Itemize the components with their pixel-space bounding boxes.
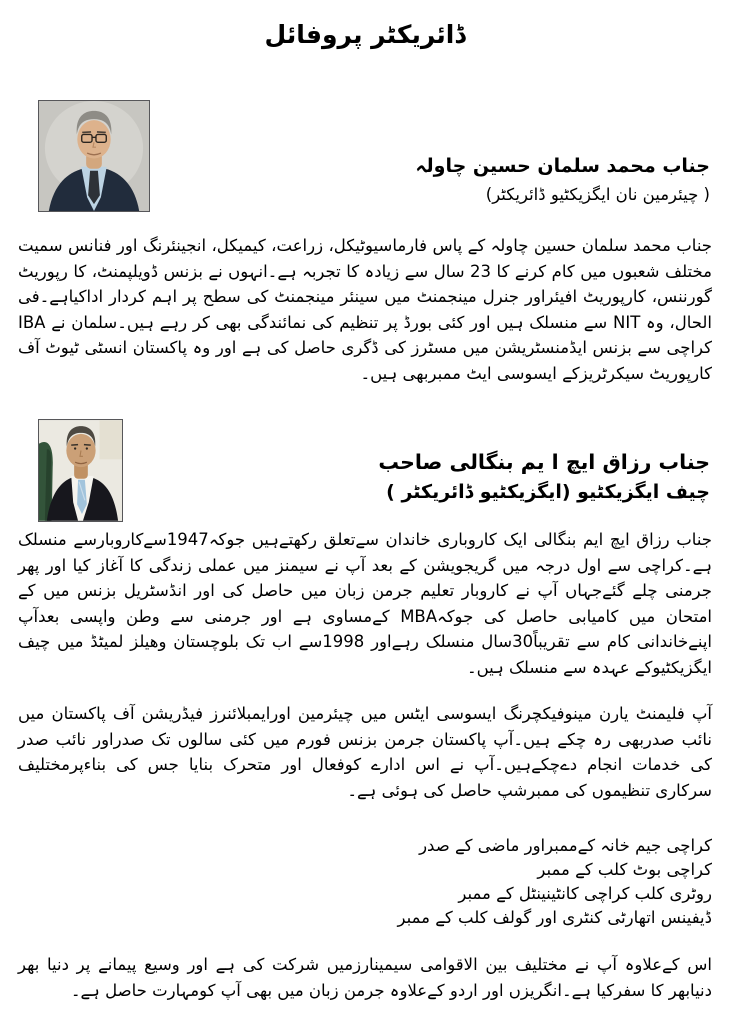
- profile-2-paragraph-1: جناب رزاق ایچ ایم بنگالی ایک کاروباری خاندان سےتعلق رکھتےہیں جوکہ1947سےکاروبارسے منسلک ہے۔کراچی سے اول درجہ میں گریجویشن کے بعد آپ نے سیمنز میں عملی زندگی کا آغاز کیا اور پھر جرمنی چلے گئےجہاں آپ نے کاروبار تعلیم جرمن زبان میں حاصل کی اور انڈسٹریل بزنس میں کے امتحان میں کامیابی حاصل کی جوکہMBA کےمساوی ہے اور جرمنی سے وطن واپسی بعدآپ اپنےخاندانی کام سے تقریباً30سال منسلک رہےاور 1998سے اب تک بلوچستان وھیلز لمیٹڈ میں چیف ایگزیکٹیوکے عہدہ سے منسلک ہیں۔: [18, 530, 713, 677]
- portrait-illustration-1: [39, 101, 149, 211]
- page-title: ڈائریکٹر پروفائل: [264, 20, 466, 49]
- profile-2-paragraph-2: آپ فلیمنٹ یارن مینوفیکچرنگ ایسوسی ایٹس میں چیئرمین اورایمبلائنرز فیڈریشن آف پاکستان میں نائب صدربھی رہ چکے ہیں۔آپ پاکستان جرمن بزنس فورم میں کئی سالوں تک صدراور نائب صدر کی خدمات انجام دےچکےہیں۔آپ نے اس ادارے کوفعال اور متحرک بنایا جس کی بناءپرمختلیف سرکاری تنظیموں کی ممبرشپ حاصل کی ہوئی ہے۔: [18, 704, 712, 800]
- director-name-1: جناب محمد سلمان حسین چاولہ: [415, 155, 710, 177]
- director-photo-razzak-bengali: [38, 419, 123, 522]
- membership-item: روٹری کلب کراچی کانٹینینٹل کے ممبر: [458, 884, 712, 903]
- director-role-2: چیف ایگزیکٹیو (ایگزیکٹیو ڈائریکٹر ): [386, 481, 710, 503]
- portrait-illustration-2: [39, 420, 122, 521]
- membership-item: کراچی بوٹ کلب کے ممبر: [537, 860, 712, 879]
- membership-item: ڈیفینس اتھارٹی کنٹری اور گولف کلب کے ممبر: [397, 908, 712, 927]
- director-role-1: ( چیئرمین نان ایگزیکٹیو ڈائریکٹر): [485, 185, 710, 204]
- director-photo-salman-chawala: [38, 100, 150, 212]
- membership-item: کراچی جیم خانہ کےممبراور ماضی کے صدر: [419, 836, 712, 855]
- director-name-2: جناب رزاق ایچ ا یم بنگالی صاحب: [378, 450, 710, 474]
- profile-2-closing-paragraph: اس کےعلاوہ آپ نے مختلیف بین الاقوامی سیمینارزمیں شرکت کی ہے اور وسیع پیمانے پر دنیا بھر دنیابھر کا سفرکیا ہے۔انگریزں اور اردو کےعلاوہ جرمن زبان میں بھی آپ کومہارت حاصل ہے۔: [18, 955, 712, 1000]
- director-name-block-1: [415, 151, 710, 209]
- director-name-block-2: [378, 447, 710, 507]
- profile-1-paragraph: جناب محمد سلمان حسین چاولہ کے پاس فارماسیوٹیکل، زراعت، کیمیکل، انجینئرنگ اور فنانس سمیت مختلف شعبوں میں کام کرنے کا 23 سال سے زیادہ کا تجربہ ہے۔انہوں نے بزنس ڈویلپمنٹ، کا رپوریٹ گورننس، کارپوریٹ افیئراور جنرل مینجمنٹ میں سینئر مینجمنٹ کی سطح پر اہم کردار اداکیاہے۔فی الحال، وہ NIT سے منسلک ہیں اور کئی بورڈ پر تنظیم کی نمائندگی بھی کر رہے ہیں۔سلمان نے IBA کراچی سے بزنس ایڈمنسٹریشن میں مسٹرز کی ڈگری حاصل کی ہے اور وہ پاکستان انسٹی ٹیوٹ آف کارپوریٹ سیکرٹریزکے ایسوسی ایٹ ممبربھی ہیں۔: [18, 236, 712, 383]
- membership-list: [18, 834, 712, 930]
